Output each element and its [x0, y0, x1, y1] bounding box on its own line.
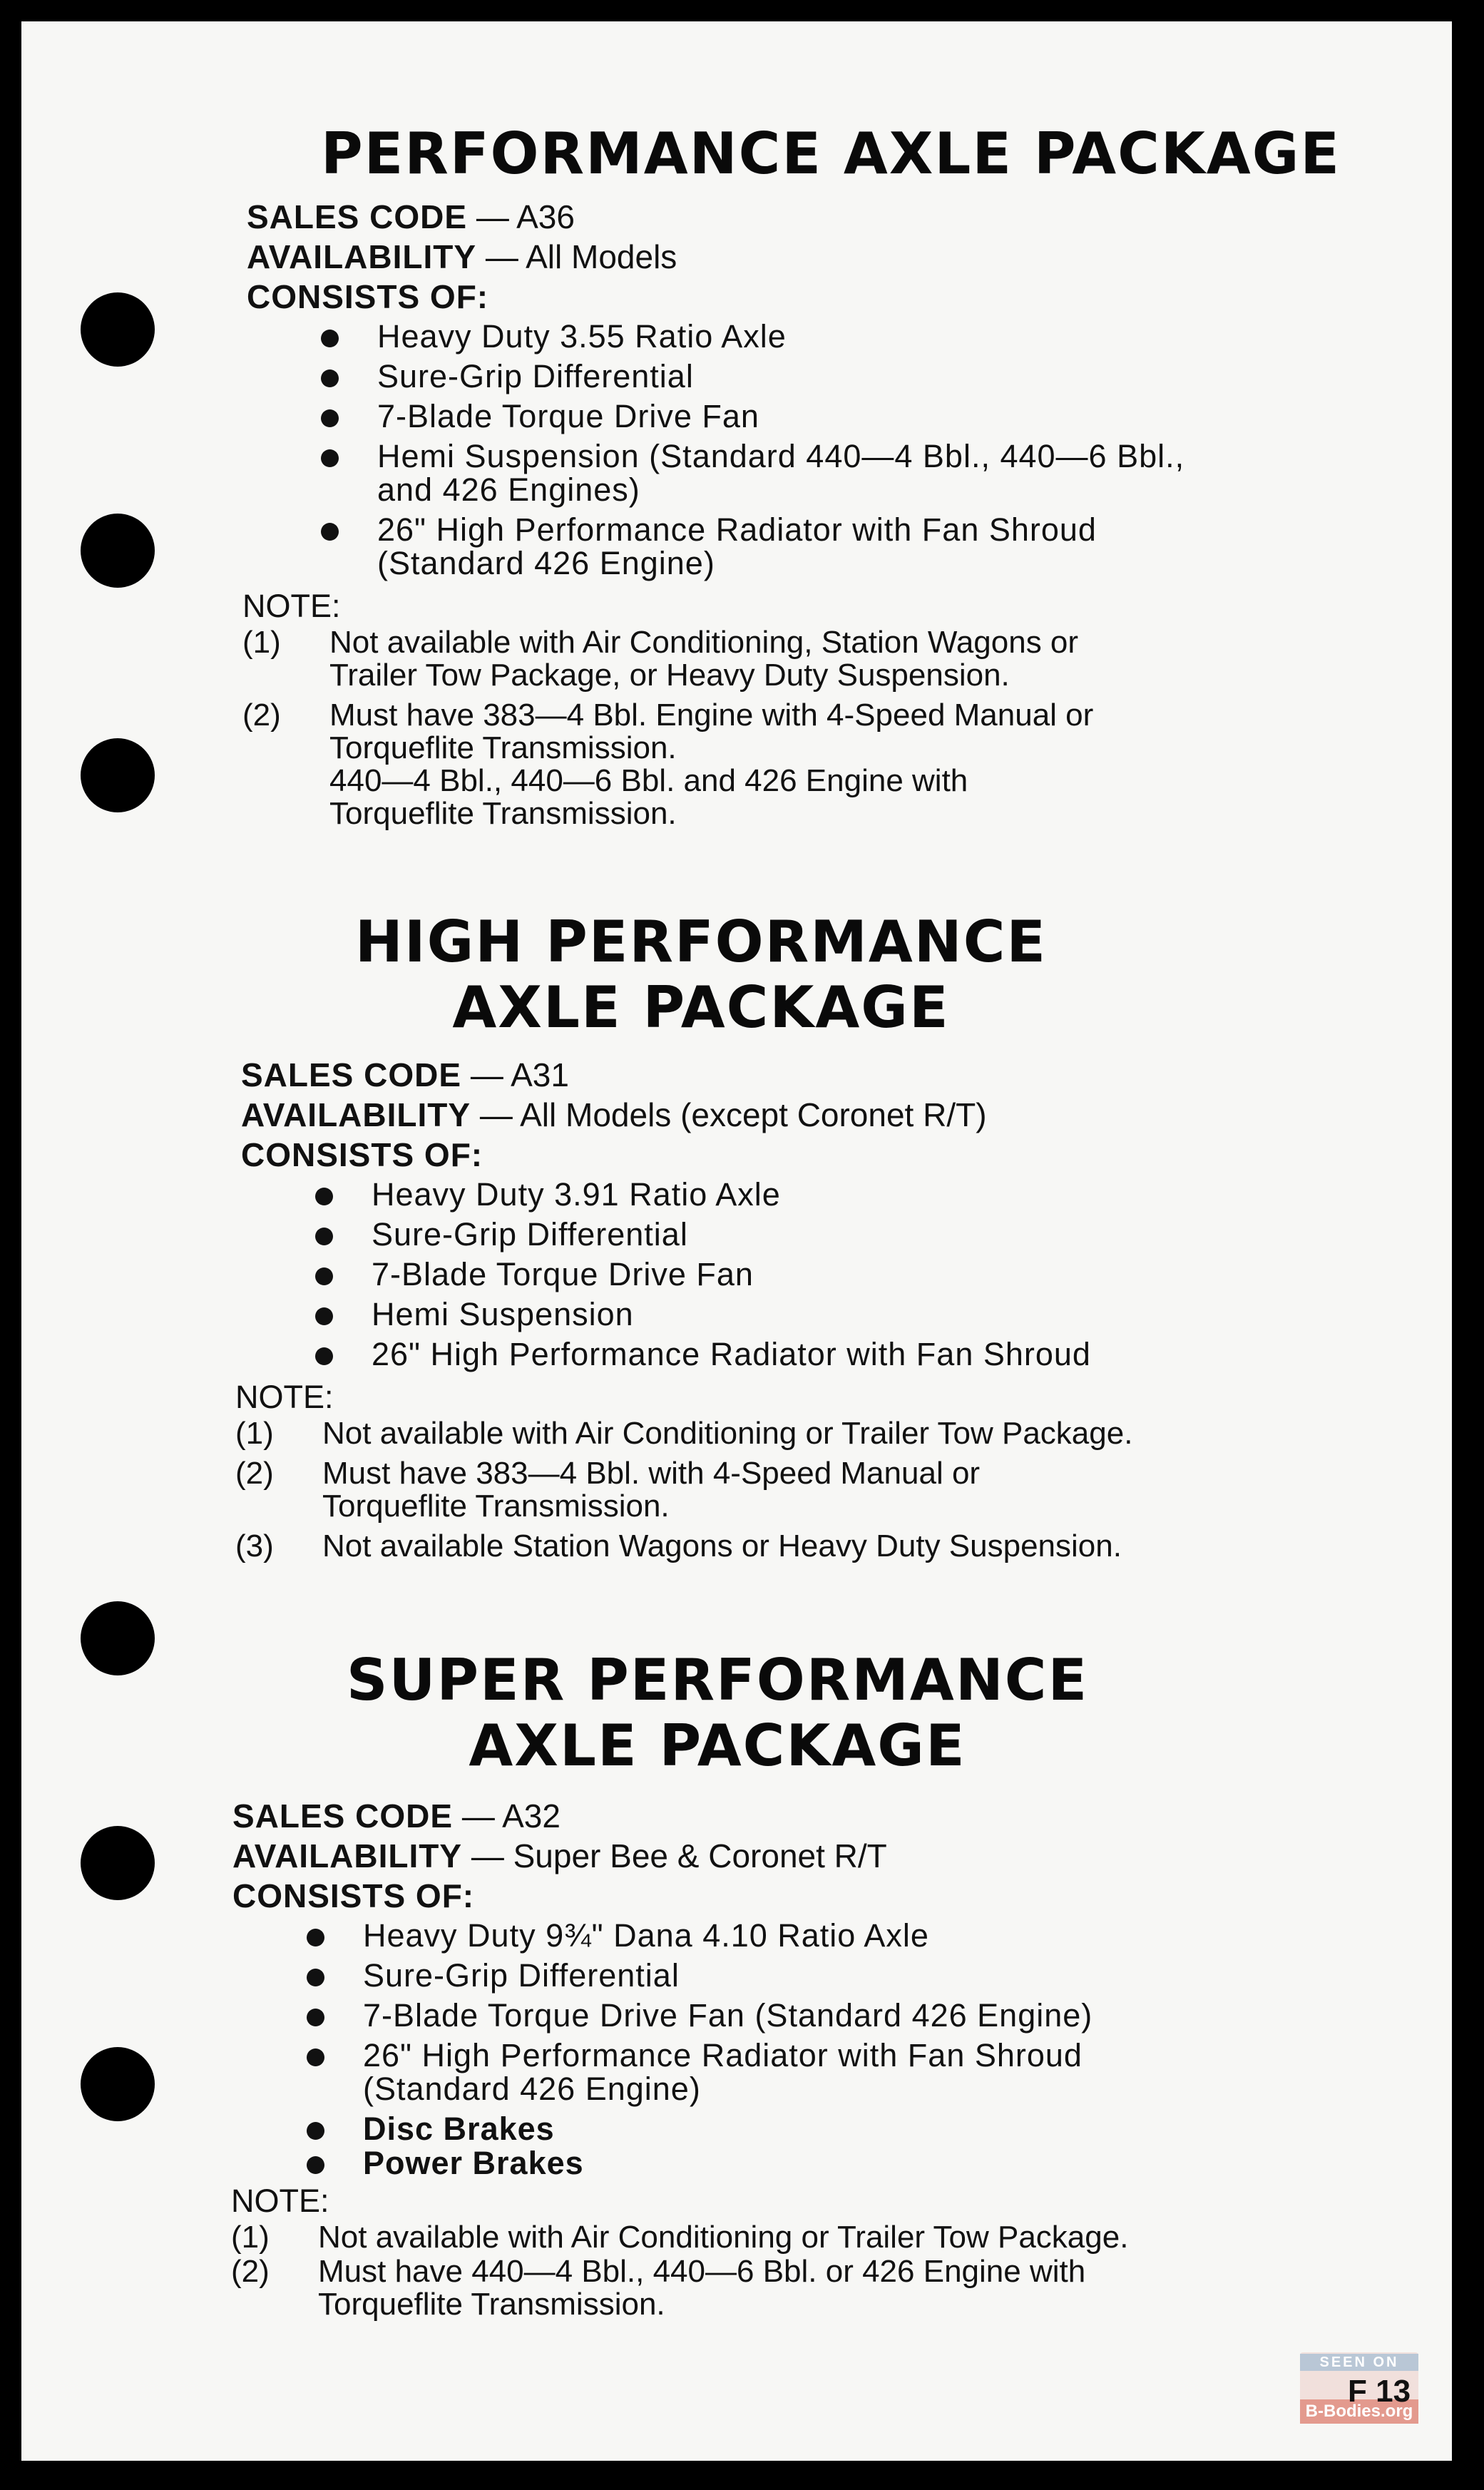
list-item: 7-Blade Torque Drive Fan	[314, 399, 1212, 433]
availability-value: All Models (except Coronet R/T)	[520, 1096, 987, 1133]
bullet-icon	[321, 369, 339, 387]
availability-value: Super Bee & Coronet R/T	[513, 1837, 887, 1874]
bullet-icon	[315, 1228, 333, 1245]
availability-value: All Models	[526, 238, 677, 275]
watermark-top: SEEN ON	[1300, 2354, 1418, 2371]
binder-hole	[81, 1601, 155, 1675]
watermark-brand: B-Bodies.org	[1300, 2399, 1418, 2424]
bullet-icon	[307, 2156, 324, 2174]
list-item: 7-Blade Torque Drive Fan	[308, 1257, 1306, 1291]
note-label: NOTE:	[242, 588, 341, 624]
note-item: 440—4 Bbl., 440—6 Bbl. and 426 Engine with Torqueflite Transmission.	[329, 763, 968, 831]
binder-hole	[81, 1826, 155, 1900]
note-list	[242, 626, 1170, 830]
sales-code-value: A31	[511, 1056, 569, 1093]
sales-code-value: A36	[516, 198, 575, 235]
availability-row: AVAILABILITY — All Models (except Coronet R/T)	[241, 1096, 987, 1133]
binder-hole	[81, 2047, 155, 2121]
note-item: (2) Must have 440—4 Bbl., 440—6 Bbl. or 426 Engine with Torqueflite Transmission.	[231, 2254, 1086, 2322]
item-list	[314, 320, 1212, 580]
sales-code-row: SALES CODE — A32	[232, 1797, 561, 1835]
bullet-icon	[315, 1347, 333, 1365]
list-item: Heavy Duty 3.55 Ratio Axle	[314, 320, 1212, 353]
section-title: SUPER PERFORMANCE AXLE PACKAGE	[346, 1647, 1089, 1779]
section-title: HIGH PERFORMANCE AXLE PACKAGE	[354, 909, 1048, 1041]
document-page	[21, 21, 1452, 2461]
list-item: Disc Brakes	[300, 2112, 1155, 2145]
bullet-icon	[315, 1267, 333, 1285]
note-list	[235, 1417, 1248, 1563]
note-item: (2) Must have 383—4 Bbl. with 4-Speed Manual or Torqueflite Transmission.	[235, 1456, 981, 1524]
note-item: (3) Not available Station Wagons or Heavy Duty Suspension.	[235, 1529, 1122, 1563]
bullet-icon	[307, 1929, 324, 1946]
sales-code-value: A32	[502, 1797, 561, 1835]
section-high-performance-axle	[235, 909, 1396, 1570]
bullet-icon	[321, 449, 339, 467]
item-list	[300, 1919, 1155, 2180]
note-item: (2) Must have 383—4 Bbl. Engine with 4-Speed Manual or Torqueflite Transmission.	[242, 698, 1094, 765]
item-list	[308, 1178, 1306, 1371]
list-item: 7-Blade Torque Drive Fan (Standard 426 Engine)	[300, 1999, 1155, 2032]
sales-code-row: SALES CODE — A31	[241, 1056, 569, 1093]
binder-hole	[81, 738, 155, 812]
bullet-icon	[307, 2009, 324, 2026]
section-title: PERFORMANCE AXLE PACKAGE	[321, 121, 1341, 187]
consists-label: CONSISTS OF:	[247, 278, 489, 315]
list-item: Sure-Grip Differential	[308, 1218, 1306, 1251]
availability-row: AVAILABILITY — All Models	[247, 238, 677, 275]
sales-code-row: SALES CODE — A36	[247, 198, 575, 235]
bullet-icon	[307, 1969, 324, 1986]
list-item: 26" High Performance Radiator with Fan Shroud (Standard 426 Engine)	[314, 513, 1162, 580]
page-number: F 13	[1348, 2374, 1411, 2409]
bullet-icon	[321, 330, 339, 347]
list-item: Power Brakes	[300, 2146, 1155, 2180]
note-label: NOTE:	[235, 1379, 334, 1415]
note-label: NOTE:	[231, 2183, 329, 2219]
note-list	[231, 2221, 1272, 2321]
consists-label: CONSISTS OF:	[232, 1877, 475, 1914]
section-super-performance-axle	[232, 1648, 1402, 2328]
bullet-icon	[307, 2048, 324, 2066]
list-item: Sure-Grip Differential	[300, 1959, 1155, 1992]
list-item: 26" High Performance Radiator with Fan Shroud	[308, 1337, 1306, 1371]
binder-hole	[81, 514, 155, 588]
note-item: (1) Not available with Air Conditioning, Station Wagons or Trailer Tow Package, or Heavy Duty Suspension.	[242, 625, 1079, 693]
list-item: Heavy Duty 9¾" Dana 4.10 Ratio Axle	[300, 1919, 1155, 1952]
list-item: Sure-Grip Differential	[314, 359, 1212, 393]
list-item: Heavy Duty 3.91 Ratio Axle	[308, 1178, 1306, 1211]
bullet-icon	[321, 409, 339, 427]
bullet-icon	[315, 1307, 333, 1325]
note-item: (1) Not available with Air Conditioning or Trailer Tow Package.	[235, 1416, 1133, 1451]
consists-label: CONSISTS OF:	[241, 1136, 483, 1173]
availability-row: AVAILABILITY — Super Bee & Coronet R/T	[232, 1837, 887, 1874]
list-item: Hemi Suspension (Standard 440—4 Bbl., 440—6 Bbl., and 426 Engines)	[314, 439, 1212, 506]
bullet-icon	[315, 1188, 333, 1205]
list-item: 26" High Performance Radiator with Fan Shroud (Standard 426 Engine)	[300, 2039, 1147, 2106]
binder-hole	[81, 292, 155, 367]
list-item: Hemi Suspension	[308, 1297, 1306, 1331]
note-item: (1) Not available with Air Conditioning or Trailer Tow Package.	[231, 2220, 1129, 2255]
bullet-icon	[307, 2122, 324, 2140]
bullet-icon	[321, 523, 339, 541]
section-performance-axle	[242, 121, 1402, 837]
